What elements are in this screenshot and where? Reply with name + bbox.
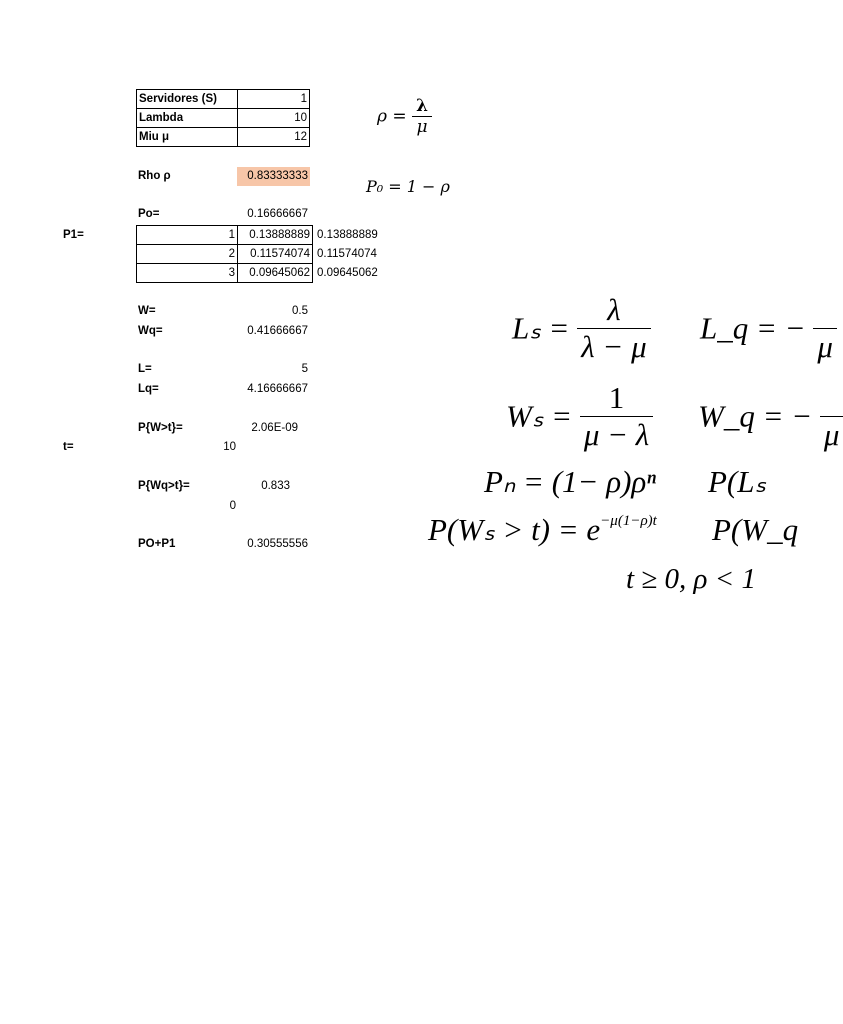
pn-value[interactable]: 0.11574074 bbox=[238, 245, 313, 264]
wq-formula bbox=[698, 380, 843, 453]
condition-formula: t ≥ 0, ρ < 1 bbox=[626, 563, 756, 595]
pn-index[interactable]: 3 bbox=[137, 264, 238, 283]
w-value[interactable]: 0.5 bbox=[292, 305, 308, 317]
po-value[interactable]: 0.16666667 bbox=[247, 208, 308, 220]
param-row-miu bbox=[137, 128, 310, 147]
wq-label[interactable]: Wq= bbox=[138, 325, 163, 337]
pn-value[interactable]: 0.13888889 bbox=[238, 226, 313, 245]
t-label[interactable]: t= bbox=[63, 441, 74, 453]
pwt-label[interactable]: P{W>t}= bbox=[138, 422, 183, 434]
pws-formula-main: P(Wₛ > t) = e bbox=[428, 512, 601, 547]
table-row bbox=[137, 264, 390, 283]
rho-formula-lhs: ρ = bbox=[377, 106, 407, 127]
pn-table bbox=[136, 225, 390, 283]
po-p1-value[interactable]: 0.30555556 bbox=[247, 538, 308, 550]
pwqt-value[interactable]: 0.833 bbox=[261, 480, 290, 492]
p0-formula: P₀ = 1 − ρ bbox=[366, 177, 450, 196]
rho-value[interactable]: 0.83333333 bbox=[237, 167, 310, 186]
wq-formula-den: μ bbox=[823, 417, 840, 452]
l-value[interactable]: 5 bbox=[301, 363, 308, 375]
p1-label[interactable]: P1= bbox=[63, 229, 84, 241]
servers-label[interactable]: Servidores (S) bbox=[137, 90, 238, 109]
ls-formula-den: λ − μ bbox=[581, 329, 647, 364]
ls-formula-num: λ bbox=[577, 292, 650, 329]
pn-index[interactable]: 2 bbox=[137, 245, 238, 264]
miu-label[interactable]: Miu μ bbox=[137, 128, 238, 147]
ws-formula-fraction bbox=[580, 380, 653, 453]
lq-formula-den: μ bbox=[817, 329, 833, 364]
pwt-value[interactable]: 2.06E-09 bbox=[251, 422, 298, 434]
lq-formula-fraction bbox=[813, 292, 837, 365]
pn-value[interactable]: 0.09645062 bbox=[238, 264, 313, 283]
pls-formula: P(Lₛ bbox=[708, 464, 767, 499]
lq-value[interactable]: 4.16666667 bbox=[247, 383, 308, 395]
lq-formula bbox=[700, 292, 837, 365]
pws-formula-exponent: −μ(1−ρ)t bbox=[600, 512, 657, 529]
wq-formula-lhs: W_q = − bbox=[698, 398, 813, 434]
lambda-value[interactable]: 10 bbox=[238, 109, 310, 128]
po-label[interactable]: Po= bbox=[138, 208, 160, 220]
wq-value[interactable]: 0.41666667 bbox=[247, 325, 308, 337]
param-row-lambda bbox=[137, 109, 310, 128]
pwqt-label[interactable]: P{Wq>t}= bbox=[138, 480, 190, 492]
table-row bbox=[137, 245, 390, 264]
pwq-formula: P(W_q bbox=[712, 512, 799, 547]
pws-formula bbox=[428, 512, 657, 548]
lambda-label[interactable]: Lambda bbox=[137, 109, 238, 128]
ws-formula-lhs: Wₛ = bbox=[506, 398, 573, 434]
pn-value-copy[interactable]: 0.11574074 bbox=[317, 248, 377, 260]
ws-formula bbox=[506, 380, 653, 453]
ws-formula-den: μ − λ bbox=[583, 417, 650, 452]
rho-formula bbox=[377, 96, 432, 137]
rho-label[interactable]: Rho ρ bbox=[138, 170, 171, 182]
l-label[interactable]: L= bbox=[138, 363, 152, 375]
pn-value-copy[interactable]: 0.09645062 bbox=[317, 267, 378, 279]
ls-formula bbox=[512, 292, 651, 365]
ls-formula-lhs: Lₛ = bbox=[512, 310, 570, 346]
po-p1-label[interactable]: PO+P1 bbox=[138, 538, 176, 550]
lq-formula-lhs: L_q = − bbox=[700, 310, 806, 346]
parameters-table bbox=[136, 89, 310, 147]
lq-formula-num bbox=[813, 292, 837, 329]
ws-formula-num: 1 bbox=[580, 380, 653, 417]
w-label[interactable]: W= bbox=[138, 305, 156, 317]
rho-formula-num: λ bbox=[412, 96, 432, 117]
servers-value[interactable]: 1 bbox=[238, 90, 310, 109]
pn-index[interactable]: 1 bbox=[137, 226, 238, 245]
param-row-servers bbox=[137, 90, 310, 109]
wq-formula-fraction bbox=[820, 380, 843, 453]
ls-formula-fraction bbox=[577, 292, 650, 365]
lq-label[interactable]: Lq= bbox=[138, 383, 159, 395]
pwqt-extra-value[interactable]: 0 bbox=[229, 500, 236, 512]
table-row bbox=[137, 226, 390, 245]
rho-formula-den: μ bbox=[416, 117, 428, 137]
pn-formula: Pₙ = (1− ρ)ρⁿ bbox=[484, 464, 657, 499]
pn-value-copy[interactable]: 0.13888889 bbox=[317, 229, 378, 241]
miu-value[interactable]: 12 bbox=[238, 128, 310, 147]
t-value[interactable]: 10 bbox=[223, 441, 236, 453]
wq-formula-num bbox=[820, 380, 843, 417]
rho-formula-fraction bbox=[412, 96, 432, 137]
